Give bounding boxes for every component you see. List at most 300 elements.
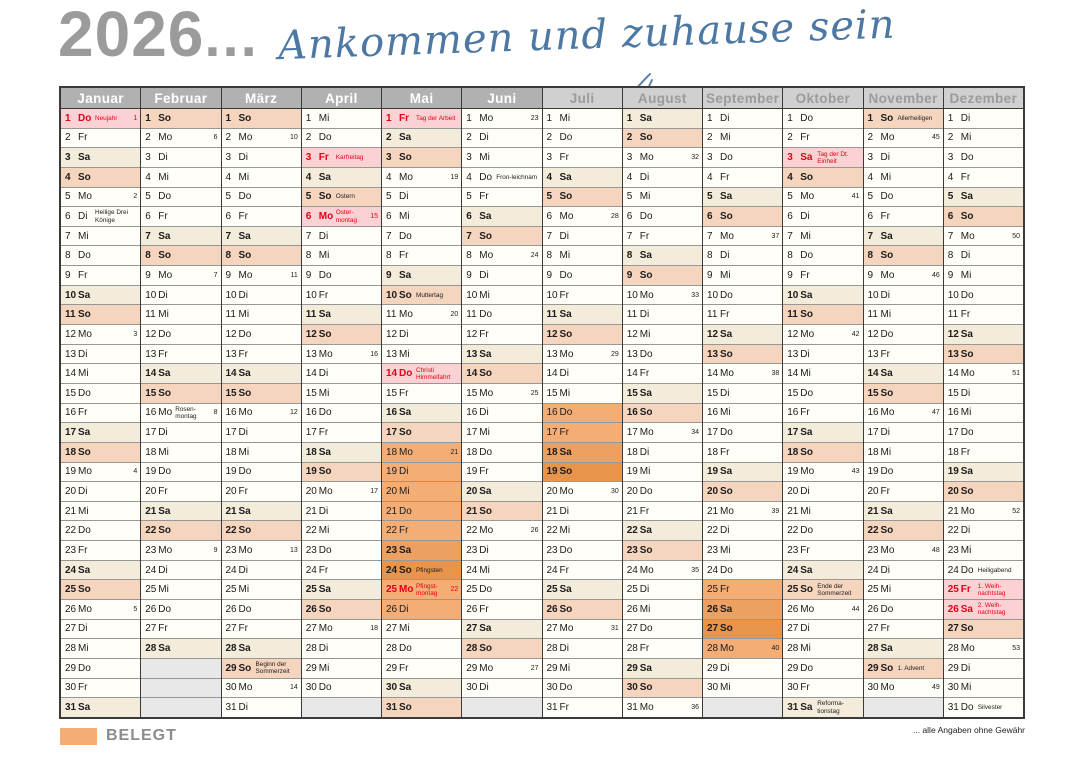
day-number: 1 (626, 112, 633, 124)
week-number: 5 (133, 605, 138, 613)
month-header: Oktober (783, 88, 862, 109)
day-cell (222, 698, 301, 717)
weekday-abbr: Fr (960, 171, 971, 183)
day-number: 3 (305, 152, 312, 164)
weekday-abbr: So (639, 132, 653, 144)
day-number: 11 (65, 309, 76, 321)
weekday-abbr: Di (158, 289, 168, 301)
day-cell (944, 620, 1023, 640)
week-number: 46 (931, 271, 940, 279)
day-number: 28 (546, 643, 558, 655)
day-cell (864, 109, 943, 129)
day-number: 7 (386, 230, 392, 242)
day-number: 3 (386, 152, 392, 164)
holiday-note: Fron-leichnam (496, 173, 538, 181)
weekday-abbr: Di (238, 702, 248, 714)
day-number: 6 (867, 211, 874, 223)
day-number: 24 (546, 564, 558, 576)
day-cell (783, 659, 862, 679)
weekday-abbr: Fr (559, 702, 569, 714)
weekday-abbr: Di (639, 446, 650, 458)
day-cell (703, 188, 782, 208)
weekday-abbr: Sa (720, 328, 733, 340)
weekday-abbr: Do (720, 564, 733, 576)
weekday-abbr: Sa (639, 250, 652, 262)
day-number: 13 (65, 348, 77, 360)
day-cell (703, 325, 782, 345)
weekday-abbr: Fr (238, 485, 248, 497)
day-cell (462, 109, 541, 129)
weekday-abbr: Di (479, 682, 489, 694)
weekday-abbr: Fr (880, 348, 890, 360)
weekday-abbr: Fr (559, 564, 569, 576)
day-cell (382, 659, 461, 679)
day-cell (61, 207, 140, 227)
day-number: 17 (947, 427, 959, 439)
day-cell (783, 305, 862, 325)
day-cell (141, 561, 220, 581)
weekday-abbr: Mi (720, 132, 731, 144)
day-number: 6 (225, 211, 232, 223)
day-number: 30 (225, 682, 237, 694)
day-cell (302, 246, 381, 266)
weekday-abbr: Sa (800, 564, 813, 576)
month-column (864, 88, 944, 717)
weekday-abbr: Di (880, 152, 890, 164)
weekday-abbr: Mo (238, 407, 253, 419)
day-cell (61, 148, 140, 168)
day-cell (222, 109, 301, 129)
day-number: 9 (466, 269, 472, 281)
day-cell (944, 443, 1023, 463)
weekday-abbr: Mi (720, 544, 731, 556)
month-column (302, 88, 382, 717)
day-cell (462, 639, 541, 659)
day-number: 15 (626, 387, 638, 399)
weekday-abbr: Fr (318, 152, 329, 164)
day-number: 25 (546, 584, 558, 596)
day-cell (382, 620, 461, 640)
day-number: 13 (947, 348, 959, 360)
weekday-abbr: Di (800, 348, 810, 360)
year-ellipsis: ... (204, 4, 259, 69)
day-number: 19 (787, 466, 799, 478)
day-cell (382, 188, 461, 208)
day-cell (944, 345, 1023, 365)
day-cell (783, 188, 862, 208)
day-number: 12 (305, 328, 317, 340)
week-number: 33 (691, 291, 699, 299)
day-number: 23 (707, 544, 719, 556)
day-number: 13 (546, 348, 558, 360)
day-number: 17 (707, 427, 719, 439)
day-number: 15 (466, 387, 478, 399)
weekday-abbr: Di (238, 152, 248, 164)
day-cell (61, 600, 140, 620)
weekday-abbr: So (639, 682, 653, 694)
month-header: Dezember (944, 88, 1023, 109)
week-number: 23 (530, 114, 539, 122)
day-number: 26 (65, 603, 77, 615)
day-number: 19 (867, 466, 879, 478)
weekday-abbr: Mi (238, 171, 250, 183)
week-number: 19 (450, 173, 459, 181)
day-cell (462, 266, 541, 286)
day-cell (783, 541, 862, 561)
weekday-abbr: Do (399, 643, 412, 655)
day-number: 7 (225, 230, 232, 242)
day-number: 21 (626, 505, 638, 517)
day-cell (944, 109, 1023, 129)
weekday-abbr: Sa (960, 328, 973, 340)
day-number: 12 (65, 328, 77, 340)
holiday-note: 1. Weih-nachtstag (977, 582, 1006, 597)
day-cell (543, 148, 622, 168)
weekday-abbr: Do (238, 191, 252, 203)
day-number: 28 (145, 643, 157, 655)
day-number: 10 (787, 289, 799, 301)
weekday-abbr: Fr (318, 289, 329, 301)
day-number: 20 (867, 485, 879, 497)
day-cell (543, 404, 622, 424)
day-number: 20 (145, 485, 157, 497)
day-cell (222, 364, 301, 384)
day-cell (543, 266, 622, 286)
day-number: 10 (65, 289, 77, 301)
day-cell (783, 109, 862, 129)
day-number: 22 (867, 525, 879, 537)
week-number: 39 (771, 507, 780, 515)
day-number: 31 (225, 702, 237, 714)
day-cell (61, 129, 140, 149)
weekday-abbr: Mi (78, 505, 89, 517)
day-number: 8 (145, 250, 151, 262)
weekday-abbr: Sa (158, 230, 171, 242)
weekday-abbr: Do (559, 407, 573, 419)
day-number: 2 (145, 132, 151, 144)
weekday-abbr: Fr (800, 682, 810, 694)
day-cell (61, 109, 140, 129)
day-cell (302, 423, 381, 443)
day-cell (864, 482, 943, 502)
day-number: 22 (225, 525, 237, 537)
day-cell (462, 305, 541, 325)
day-cell (543, 561, 622, 581)
day-cell (141, 659, 220, 679)
weekday-abbr: Fr (158, 348, 168, 360)
day-cell (222, 541, 301, 561)
weekday-abbr: Do (639, 211, 653, 223)
day-cell (623, 443, 702, 463)
day-number: 4 (65, 171, 71, 183)
day-number: 20 (947, 485, 959, 497)
day-number: 6 (546, 211, 553, 223)
weekday-abbr: Mo (238, 682, 253, 694)
belegt-color-swatch (60, 728, 97, 745)
day-number: 19 (626, 466, 638, 478)
weekday-abbr: Fr (158, 485, 168, 497)
day-number: 21 (386, 505, 398, 517)
day-cell (623, 129, 702, 149)
day-cell (61, 246, 140, 266)
weekday-abbr: Sa (158, 643, 171, 655)
day-number: 26 (225, 603, 237, 615)
day-cell (382, 305, 461, 325)
day-number: 19 (305, 466, 317, 478)
weekday-abbr: Sa (78, 702, 91, 714)
weekday-abbr: Do (238, 466, 252, 478)
weekday-abbr: Mi (238, 309, 250, 321)
day-cell (703, 423, 782, 443)
day-cell (783, 600, 862, 620)
weekday-abbr: So (880, 112, 894, 124)
weekday-abbr: Sa (479, 485, 492, 497)
day-number: 14 (947, 368, 959, 380)
day-number: 9 (787, 269, 793, 281)
day-cell (222, 659, 301, 679)
day-number: 13 (466, 348, 478, 360)
weekday-abbr: Mi (479, 152, 490, 164)
weekday-abbr: So (960, 623, 974, 635)
week-number: 44 (851, 605, 860, 613)
day-number: 6 (386, 211, 392, 223)
weekday-abbr: Mo (238, 132, 253, 144)
day-cell (141, 148, 220, 168)
weekday-abbr: Mo (318, 348, 333, 360)
day-cell (864, 502, 943, 522)
weekday-abbr: Di (800, 485, 810, 497)
day-cell (944, 580, 1023, 600)
day-number: 25 (466, 584, 478, 596)
day-cell (864, 443, 943, 463)
weekday-abbr: So (238, 387, 252, 399)
weekday-abbr: Mi (960, 407, 972, 419)
weekday-abbr: Sa (479, 348, 492, 360)
day-number: 29 (546, 662, 558, 674)
day-cell (783, 168, 862, 188)
weekday-abbr: Do (800, 662, 814, 674)
weekday-abbr: Sa (880, 230, 893, 242)
day-number: 25 (947, 584, 959, 596)
day-number: 10 (947, 289, 959, 301)
day-number: 5 (867, 191, 874, 203)
week-number: 4 (133, 468, 138, 476)
day-cell (302, 679, 381, 699)
day-cell (462, 404, 541, 424)
day-number: 7 (867, 230, 874, 242)
day-cell (302, 580, 381, 600)
day-number: 14 (65, 368, 77, 380)
weekday-abbr: Fr (479, 603, 489, 615)
day-number: 11 (225, 309, 236, 321)
day-number: 5 (466, 191, 472, 203)
week-number: 10 (289, 134, 298, 142)
weekday-abbr: Fr (880, 485, 890, 497)
day-cell (462, 463, 541, 483)
day-cell (61, 561, 140, 581)
week-number: 37 (771, 232, 780, 240)
day-cell (543, 286, 622, 306)
day-number: 23 (546, 544, 558, 556)
weekday-abbr: Fr (238, 623, 248, 635)
weekday-abbr: Di (720, 112, 730, 124)
weekday-abbr: Do (238, 328, 252, 340)
day-number: 20 (787, 485, 799, 497)
weekday-abbr: So (720, 348, 733, 360)
day-number: 2 (466, 132, 472, 144)
holiday-note: Pfingst-montag (416, 582, 438, 597)
day-number: 12 (947, 328, 959, 340)
day-cell (703, 148, 782, 168)
week-number: 15 (370, 213, 378, 221)
day-number: 12 (787, 328, 799, 340)
day-number: 6 (65, 211, 71, 223)
day-cell (783, 639, 862, 659)
weekday-abbr: Di (960, 250, 971, 262)
day-cell (623, 423, 702, 443)
day-cell (61, 384, 140, 404)
weekday-abbr: Sa (960, 466, 973, 478)
weekday-abbr: Mo (960, 230, 975, 242)
weekday-abbr: Mo (960, 368, 975, 380)
day-number: 29 (386, 662, 398, 674)
day-cell (141, 246, 220, 266)
day-cell (141, 305, 220, 325)
weekday-abbr: Mi (800, 643, 811, 655)
day-number: 16 (707, 407, 719, 419)
month-header: Juli (543, 88, 622, 109)
day-cell (222, 168, 301, 188)
day-cell (783, 698, 862, 717)
day-number: 24 (867, 564, 879, 576)
day-number: 3 (707, 152, 713, 164)
day-cell (783, 679, 862, 699)
weekday-abbr: Fr (960, 309, 971, 321)
day-number: 15 (386, 387, 398, 399)
week-number: 1 (133, 114, 138, 122)
day-cell (382, 207, 461, 227)
day-number: 18 (787, 446, 799, 458)
weekday-abbr: Fr (399, 387, 409, 399)
day-cell (61, 639, 140, 659)
day-cell (61, 188, 140, 208)
weekday-abbr: So (800, 584, 814, 596)
weekday-abbr: Mo (318, 623, 333, 635)
day-number: 14 (466, 368, 478, 380)
weekday-abbr: Mi (559, 112, 571, 124)
day-cell (141, 541, 220, 561)
day-cell (703, 266, 782, 286)
day-cell (703, 659, 782, 679)
weekday-abbr: Mi (78, 643, 89, 655)
holiday-note: Christi Himmelfahrt (416, 366, 451, 381)
day-number: 8 (386, 250, 392, 262)
day-number: 22 (546, 525, 558, 537)
day-cell (141, 364, 220, 384)
day-number: 7 (787, 230, 793, 242)
day-cell (864, 286, 943, 306)
day-cell (302, 463, 381, 483)
day-cell (783, 325, 862, 345)
weekday-abbr: Fr (720, 171, 730, 183)
day-cell (462, 207, 541, 227)
weekday-abbr: Mo (158, 269, 173, 281)
day-cell (944, 246, 1023, 266)
day-cell (543, 679, 622, 699)
weekday-abbr: So (399, 427, 412, 439)
day-cell (61, 580, 140, 600)
day-cell (141, 443, 220, 463)
day-number: 3 (787, 152, 793, 164)
day-number: 1 (867, 112, 874, 124)
day-number: 23 (386, 544, 398, 556)
week-number: 25 (530, 389, 539, 397)
day-cell (623, 541, 702, 561)
weekday-abbr: Mo (800, 466, 815, 478)
day-cell (462, 659, 541, 679)
weekday-abbr: So (960, 211, 974, 223)
day-number: 8 (65, 250, 71, 262)
day-cell (61, 502, 140, 522)
day-cell (382, 423, 461, 443)
weekday-abbr: Di (78, 348, 88, 360)
weekday-abbr: Mi (318, 662, 330, 674)
day-cell (141, 168, 220, 188)
day-number: 27 (707, 623, 719, 635)
weekday-abbr: Do (559, 682, 573, 694)
holiday-note: Beginn der Sommerzeit (255, 661, 290, 676)
month-header: Januar (61, 88, 140, 109)
day-cell (141, 188, 220, 208)
day-number: 1 (305, 112, 312, 124)
day-cell (864, 246, 943, 266)
day-number: 9 (386, 269, 392, 281)
day-number: 21 (787, 505, 799, 517)
month-header: Juni (462, 88, 541, 109)
day-number: 10 (145, 289, 157, 301)
day-cell (783, 620, 862, 640)
day-number: 28 (65, 643, 77, 655)
day-cell (864, 266, 943, 286)
day-cell (382, 384, 461, 404)
day-number: 2 (947, 132, 954, 144)
day-cell (623, 305, 702, 325)
weekday-abbr: Mo (559, 348, 574, 360)
weekday-abbr: Sa (800, 702, 813, 714)
day-number: 20 (707, 485, 719, 497)
weekday-abbr: Mi (880, 446, 892, 458)
weekday-abbr: Mo (880, 269, 895, 281)
day-number: 29 (65, 662, 77, 674)
day-number: 4 (466, 171, 472, 183)
weekday-abbr: Sa (238, 368, 251, 380)
weekday-abbr: Sa (78, 427, 91, 439)
day-number: 15 (867, 387, 879, 399)
day-number: 6 (626, 211, 633, 223)
weekday-abbr: Mi (960, 269, 972, 281)
weekday-abbr: Sa (559, 171, 572, 183)
legend (60, 727, 177, 745)
week-number: 49 (931, 684, 940, 692)
day-number: 27 (225, 623, 237, 635)
week-number: 51 (1012, 370, 1020, 378)
day-number: 5 (386, 191, 392, 203)
day-cell (462, 541, 541, 561)
day-cell (703, 561, 782, 581)
day-number: 30 (65, 682, 77, 694)
day-cell (623, 679, 702, 699)
day-cell (703, 345, 782, 365)
